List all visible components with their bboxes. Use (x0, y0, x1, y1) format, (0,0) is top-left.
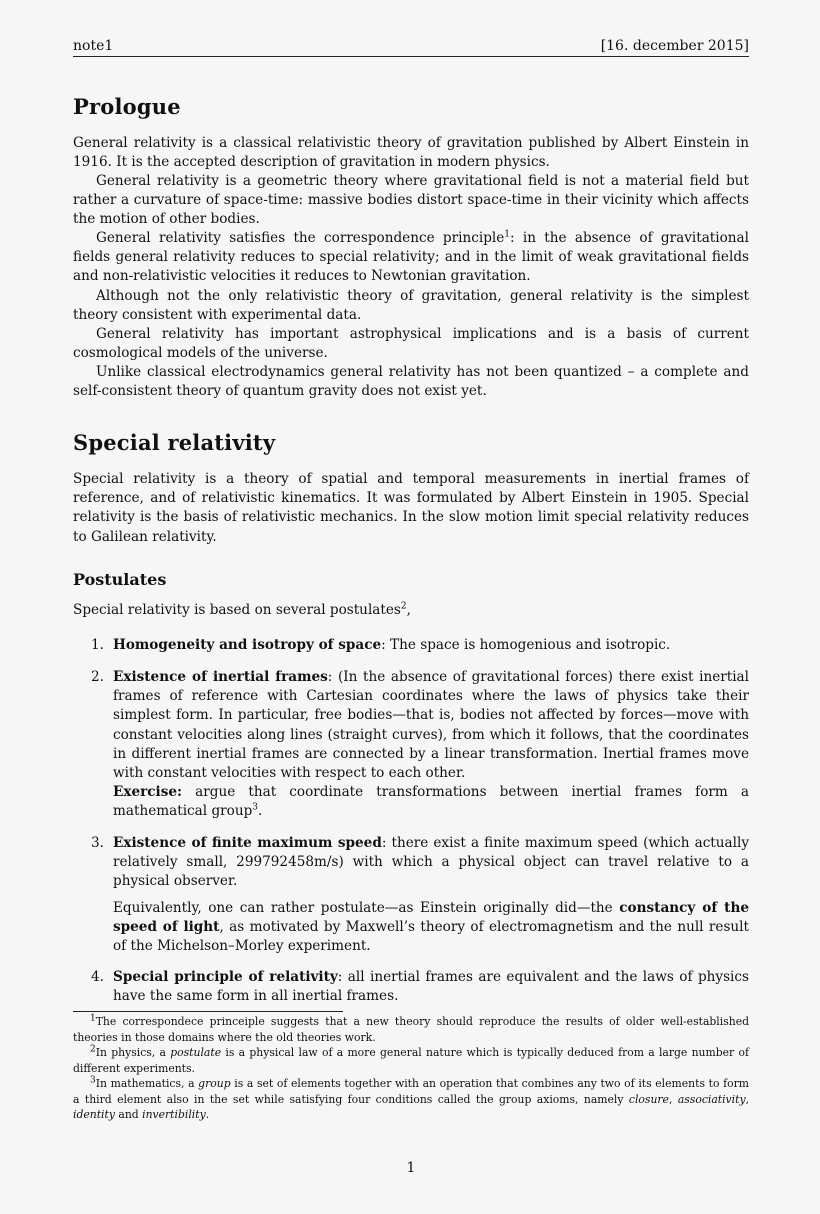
postulates-intro-text: Special relativity is based on several postulates (73, 602, 401, 618)
list-number: 1. (91, 637, 104, 653)
postulate-item-3 (73, 834, 749, 956)
footnote-text: is a physical law of a more general nature which is typically deduced from a large number of different experiments. (73, 1046, 749, 1075)
prologue-paragraph-4: Although not the only relativistic theory of gravitation, general relativity is the simplest theory consistent with experimental data. (73, 288, 749, 324)
footnote-text: The correspondece princeiple suggests that a new theory should reproduce the results of older well-established theories in those domains where the old theories work. (73, 1015, 749, 1044)
prologue-paragraph-6: Unlike classical electrodynamics general relativity has not been quantized – a complete and self-consistent theory of quantum gravity does not exist yet. (73, 364, 749, 400)
footnotes (73, 1014, 749, 1123)
prologue-p3-text-b: : in the absence of gravitational fields general relativity reduces to special relativity; and in the limit of weak gravitational fields and non-relativistic velocities it reduces to Newtonian gravitation. (73, 230, 749, 285)
footnote-ref-2: 2 (400, 601, 407, 612)
footnote-2 (73, 1045, 749, 1076)
exercise-label: Exercise: (113, 784, 183, 801)
running-header (73, 38, 749, 57)
postulate-title: Homogeneity and isotropy of space (113, 637, 382, 653)
list-number: 4. (91, 969, 104, 985)
postulate-text: : (In the absence of gravitational forces) there exist inertial frames of reference with Cartesian coordinates where the laws of physics take their simplest form. In particular, free bodies—that is, bodies not affected by forces—move with constant velocities along lines (straight curves), from which it follows, that the coordinates in different inertial frames are connected by a linear transformation. Inertial frames move with constant velocities with respect to each other. (113, 669, 749, 782)
page-number: 1 (406, 1160, 416, 1176)
postulates-intro (73, 601, 749, 620)
footnote-text: , (668, 1092, 678, 1106)
exercise-text: argue that coordinate transformations between inertial frames form a mathematical group (113, 784, 749, 820)
exercise-end: . (258, 803, 263, 820)
footnote-ref-1: 1 (504, 229, 511, 240)
postulate-text: : all inertial frames are equivalent and the laws of physics have the same form in all inertial frames. (113, 969, 749, 1005)
header-date: [16. december 2015] (600, 38, 749, 54)
footnote-term: invertibility (142, 1108, 206, 1121)
footnote-text: In mathematics, a (95, 1077, 199, 1090)
prologue-p3-text-a: General relativity satisfies the correspondence principle (96, 230, 505, 246)
prologue-heading: Prologue (73, 94, 181, 119)
prologue-paragraph-2: General relativity is a geometric theory where gravitational field is not a material field but rather a curvature of space-time: massive bodies distort space-time in their vicinity which affects the motion of other bodies. (73, 173, 749, 228)
footnote-marker: 2 (90, 1044, 96, 1055)
constancy-of-light-phrase: constancy of the speed of light (113, 899, 749, 935)
footnote-text: , (745, 1092, 749, 1106)
postulate-text: : The space is homogenious and isotropic. (381, 637, 671, 653)
postulate-title: Existence of finite maximum speed (113, 835, 382, 851)
prologue-paragraph-1: General relativity is a classical relativistic theory of gravitation published by Albert Einstein in 1916. It is the accepted description of gravitation in modern physics. (73, 135, 749, 171)
postulate-item-1 (73, 636, 749, 655)
postulate-3-followup-b: , as motivated by Maxwell’s theory of electromagnetism and the null result of the Michelson–Morley experiment. (113, 918, 749, 955)
footnote-1 (73, 1014, 749, 1045)
list-number: 3. (91, 835, 104, 851)
postulates-intro-end: , (406, 602, 411, 618)
postulate-title: Existence of inertial frames (113, 669, 328, 685)
postulate-title: Special principle of relativity (113, 969, 338, 985)
footnote-term: postulate (170, 1046, 222, 1059)
postulate-text: : there exist a finite maximum speed (which actually relatively small, 299792458m/s) with which a physical object can travel relative to a physical observer. (113, 835, 749, 890)
postulates-heading: Postulates (73, 570, 167, 589)
footnote-text: In physics, a (95, 1046, 171, 1059)
footnote-marker: 3 (90, 1075, 96, 1086)
list-number: 2. (91, 669, 104, 685)
header-note-label: note1 (73, 38, 114, 54)
postulate-item-4 (73, 968, 749, 1006)
footnote-text: . (205, 1108, 210, 1121)
prologue-paragraph-5: General relativity has important astrophysical implications and is a basis of current cosmological models of the universe. (73, 326, 749, 362)
footnote-text: is a set of elements together with an operation that combines any two of its elements to form a third element also in the set while satisfying four conditions called the group axioms, namely (73, 1077, 750, 1106)
special-relativity-paragraph: Special relativity is a theory of spatial and temporal measurements in inertial frames of reference, and of relativistic kinematics. It was formulated by Albert Einstein in 1905. Special relativity is the basis of relativistic mechanics. In the slow motion limit special relativity reduces to Galilean relativity. (73, 471, 749, 545)
postulate-item-2 (73, 668, 749, 822)
footnote-term: associativity (677, 1092, 746, 1106)
footnote-3 (73, 1076, 749, 1123)
footnote-term: identity (73, 1108, 115, 1121)
special-relativity-heading: Special relativity (73, 430, 276, 455)
footnote-term: group (198, 1077, 231, 1090)
footnote-term: closure (628, 1092, 669, 1106)
footnote-text: and (114, 1108, 143, 1121)
footnote-ref-3: 3 (252, 802, 259, 813)
footnote-marker: 1 (90, 1013, 96, 1024)
postulate-3-followup-a: Equivalently, one can rather postulate—as Einstein originally did—the (113, 899, 620, 916)
footnote-divider (73, 1011, 343, 1012)
prologue-paragraph-3 (73, 229, 749, 287)
